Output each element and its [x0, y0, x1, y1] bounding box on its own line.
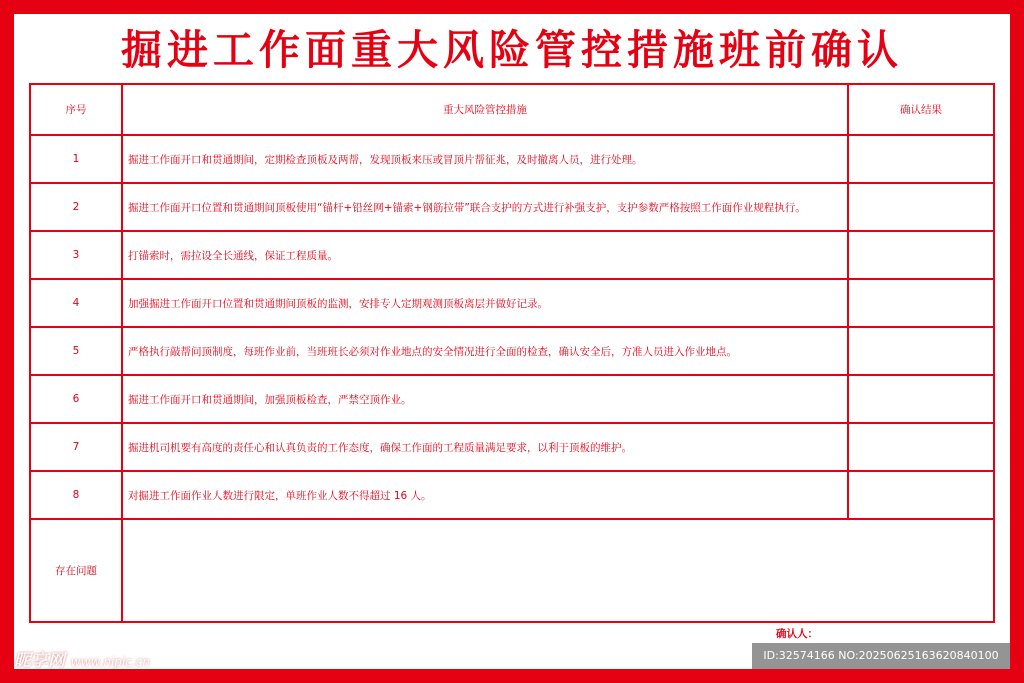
row-num: 5	[30, 327, 122, 375]
table-header-row	[30, 84, 994, 135]
watermark-logo-text: 昵享网	[14, 651, 65, 671]
row-measure: 打锚索时，需拉设全长通线，保证工程质量。	[122, 231, 848, 279]
page-title: 掘进工作面重大风险管控措施班前确认	[121, 26, 903, 74]
row-num: 7	[30, 423, 122, 471]
row-measure: 对掘进工作面作业人数进行限定，单班作业人数不得超过 16 人。	[122, 471, 848, 519]
row-num: 1	[30, 135, 122, 183]
table-row	[30, 327, 994, 375]
row-measure: 掘进工作面开口位置和贯通期间顶板使用“锚杆+铅丝网+锚索+钢筋拉带”联合支护的方式进行补强支护，支护参数严格按照工作面作业规程执行。	[122, 183, 848, 231]
table-row	[30, 183, 994, 231]
issues-row	[30, 519, 994, 622]
table-row	[30, 279, 994, 327]
row-measure: 掘进工作面开口和贯通期间，定期检查顶板及两帮，发现顶板来压或冒顶片帮征兆，及时撤离人员，进行处理。	[122, 135, 848, 183]
row-num: 8	[30, 471, 122, 519]
row-result-cell[interactable]	[848, 423, 994, 471]
table-row	[30, 423, 994, 471]
table-row	[30, 375, 994, 423]
row-num: 2	[30, 183, 122, 231]
table-row	[30, 135, 994, 183]
row-result-cell[interactable]	[848, 471, 994, 519]
row-num: 6	[30, 375, 122, 423]
issues-input-area[interactable]	[122, 519, 994, 622]
row-result-cell[interactable]	[848, 135, 994, 183]
row-result-cell[interactable]	[848, 327, 994, 375]
table-row	[30, 471, 994, 519]
watermark-url: www.nipic.cn	[70, 655, 150, 669]
row-num: 3	[30, 231, 122, 279]
confirmer-label: 确认人：	[776, 628, 818, 640]
row-num: 4	[30, 279, 122, 327]
row-result-cell[interactable]	[848, 183, 994, 231]
row-result-cell[interactable]	[848, 375, 994, 423]
row-measure: 加强掘进工作面开口位置和贯通期间顶板的监测，安排专人定期观测顶板离层并做好记录。	[122, 279, 848, 327]
row-measure: 严格执行敲帮问顶制度，每班作业前，当班班长必须对作业地点的安全情况进行全面的检查，确认安全后，方准人员进入作业地点。	[122, 327, 848, 375]
table-row	[30, 231, 994, 279]
row-measure: 掘进工作面开口和贯通期间，加强顶板检查，严禁空顶作业。	[122, 375, 848, 423]
risk-control-table	[29, 83, 995, 623]
row-result-cell[interactable]	[848, 279, 994, 327]
watermark-logo	[14, 646, 150, 671]
row-measure: 掘进机司机要有高度的责任心和认真负责的工作态度，确保工作面的工程质量满足要求，以利于顶板的维护。	[122, 423, 848, 471]
row-result-cell[interactable]	[848, 231, 994, 279]
header-num: 序号	[30, 84, 122, 135]
watermark-id-badge: ID:32574166 NO:20250625163620840100	[752, 643, 1010, 669]
header-result: 确认结果	[848, 84, 994, 135]
header-measure: 重大风险管控措施	[122, 84, 848, 135]
issues-label: 存在问题	[30, 519, 122, 622]
